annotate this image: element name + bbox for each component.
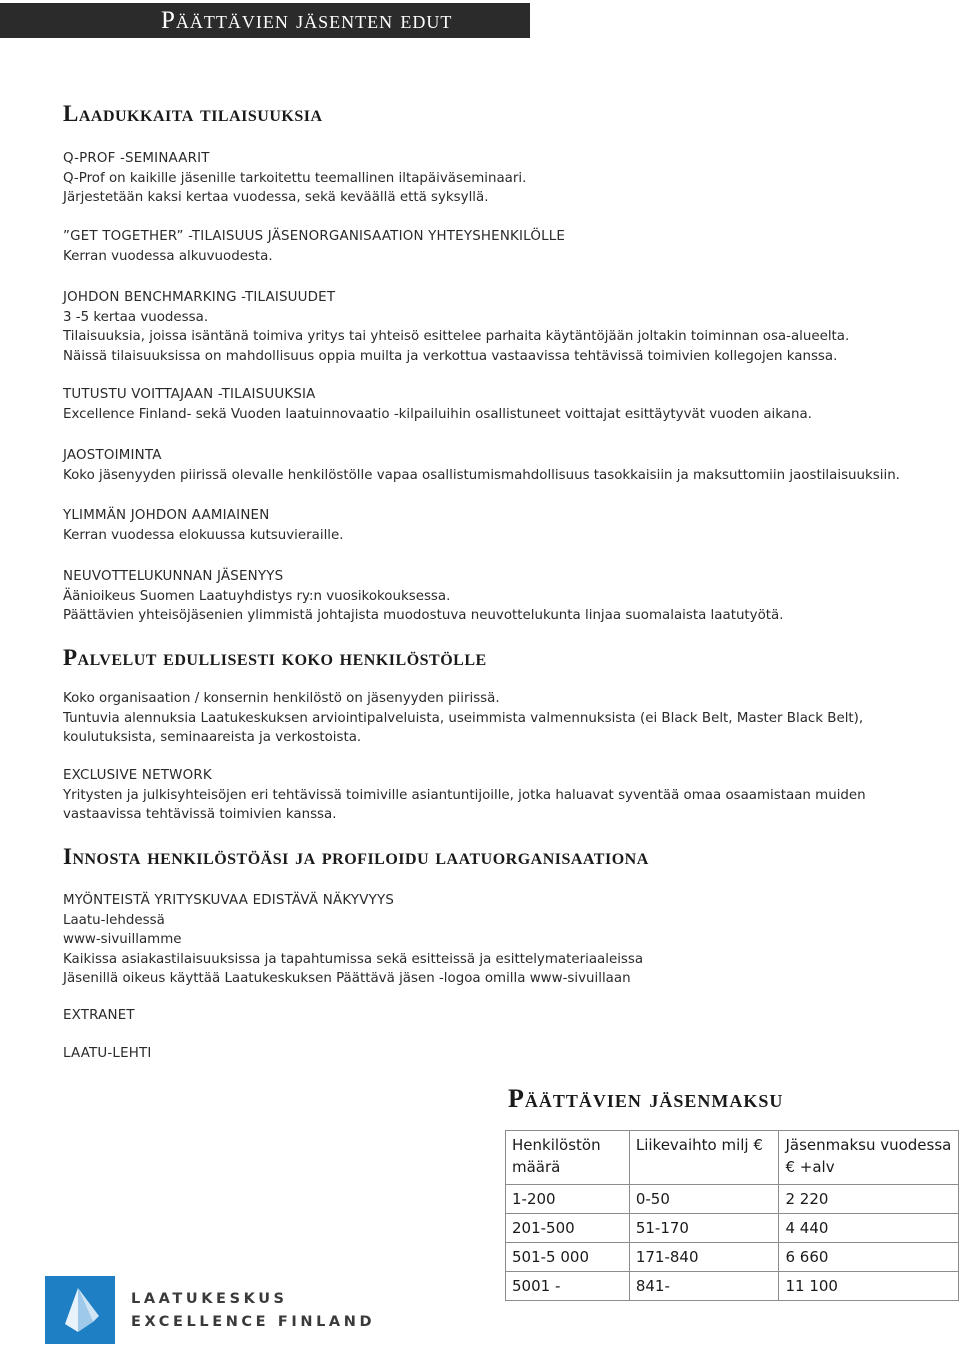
block-exclusive-network [63,766,943,825]
section-heading-services: Palvelut edullisesti koko henkilöstölle [63,645,487,670]
block-line: www-sivuillamme [63,932,182,947]
fee-cell: 1-200 [506,1185,630,1214]
block-qprof [63,149,943,208]
block-line: Yritysten ja julkisyhteisöjen eri tehtävissä toimiville asiantuntijoille, jotka haluavat syventää omaa osaamistaan muiden [63,787,866,803]
block-title: EXTRANET [63,1008,135,1023]
block-jaostoiminta [63,446,943,485]
fee-cell: 841- [629,1272,779,1301]
fee-table-header-row [506,1131,959,1185]
block-benchmarking [63,288,943,366]
block-line: Koko organisaation / konsernin henkilöstö on jäsenyyden piirissä. [63,691,500,706]
fee-cell: 2 220 [779,1185,959,1214]
fee-header-cell: Jäsenmaksu vuodessa € +alv [779,1131,959,1185]
block-line: Päättävien yhteisöjäsenien ylimmistä johtajista muodostuva neuvottelukunta linjaa suomalaista laatutyötä. [63,608,784,623]
block-title: ”GET TOGETHER” -TILAISUUS JÄSENORGANISAATION YHTEYSHENKILÖLLE [63,229,566,244]
logo-line2: EXCELLENCE FINLAND [131,1314,376,1330]
block-aamiainen [63,506,943,545]
block-line: Tuntuvia alennuksia Laatukeskuksen arviointipalveluista, useimmista valmennuksista (ei Black Belt, Master Black Belt), [63,710,864,726]
block-line: Kaikissa asiakastilaisuuksissa ja tapahtumissa sekä esitteissä ja esittelymateriaaleissa [63,951,644,967]
fee-cell: 4 440 [779,1214,959,1243]
block-visibility [63,891,943,989]
section-heading-events: Laadukkaita tilaisuuksia [63,101,323,126]
table-row [506,1243,959,1272]
block-title: YLIMMÄN JOHDON AAMIAINEN [63,508,270,523]
block-line: koulutuksista, seminaareista ja verkostoista. [63,730,362,745]
block-services-intro [63,689,943,748]
fee-cell: 501-5 000 [506,1243,630,1272]
block-line: Äänioikeus Suomen Laatuyhdistys ry:n vuosikokouksessa. [63,588,451,604]
block-title: Q-PROF -SEMINAARIT [63,151,210,166]
block-line: Q-Prof on kaikille jäsenille tarkoitettu teemallinen iltapäiväseminaari. [63,170,527,186]
fee-cell: 201-500 [506,1214,630,1243]
block-line: Laatu-lehdessä [63,912,165,928]
laatukeskus-logo-icon [45,1276,115,1344]
section-heading-profile: Innosta henkilöstöäsi ja profiloidu laatuorganisaationa [63,844,649,869]
block-line: Järjestetään kaksi kertaa vuodessa, sekä keväällä että syksyllä. [63,190,489,205]
logo-line1: LAATUKESKUS [131,1291,288,1307]
table-row [506,1272,959,1301]
fee-table-title: Päättävien jäsenmaksu [508,1084,784,1113]
block-title: JOHDON BENCHMARKING -TILAISUUDET [63,290,336,305]
block-title: MYÖNTEISTÄ YRITYSKUVAA EDISTÄVÄ NÄKYVYYS [63,893,395,908]
fee-cell: 0-50 [629,1185,779,1214]
block-line: 3 -5 kertaa vuodessa. [63,309,209,325]
block-line: Kerran vuodessa alkuvuodesta. [63,248,273,264]
block-line: Koko jäsenyyden piirissä olevalle henkilöstölle vapaa osallistumismahdollisuus tasokkaisiin ja maksuttomiin jaostilaisuuksiin. [63,467,900,483]
block-line: Excellence Finland- sekä Vuoden laatuinnovaatio -kilpailuihin osallistuneet voittajat esittäytyvät vuoden aikana. [63,406,812,422]
fee-table [505,1130,959,1301]
table-row [506,1185,959,1214]
block-title: JAOSTOIMINTA [63,448,162,463]
fee-cell: 51-170 [629,1214,779,1243]
block-title: EXCLUSIVE NETWORK [63,768,212,783]
fee-header-cell: Liikevaihto milj € [629,1131,779,1185]
block-title: LAATU-LEHTI [63,1046,152,1061]
table-row [506,1214,959,1243]
fee-cell: 171-840 [629,1243,779,1272]
logo-wordmark [131,1288,375,1334]
fee-cell: 11 100 [779,1272,959,1301]
fee-cell: 6 660 [779,1243,959,1272]
block-extranet [63,1006,943,1026]
block-title: NEUVOTTELUKUNNAN JÄSENYYS [63,569,284,584]
block-neuvottelukunta [63,567,943,626]
fee-header-cell: Henkilöstön määrä [506,1131,630,1185]
block-get-together [63,227,943,266]
block-title: TUTUSTU VOITTAJAAN -TILAISUUKSIA [63,387,316,402]
block-line: Jäsenillä oikeus käyttää Laatukeskuksen Päättävä jäsen -logoa omilla www-sivuillaan [63,971,631,986]
page-banner: Päättävien jäsenten edut [0,3,530,38]
block-tutustu [63,385,943,424]
fee-cell: 5001 - [506,1272,630,1301]
block-line: Näissä tilaisuuksissa on mahdollisuus oppia muilta ja verkottua vastaavissa tehtävissä toimivien kollegojen kanssa. [63,348,838,364]
block-line: Tilaisuuksia, joissa isäntänä toimiva yritys tai yhteisö esittelee parhaita käytäntöjään joltakin toiminnan osa-alueelta. [63,329,850,344]
block-line: vastaavissa tehtävissä toimivien kanssa. [63,807,337,822]
block-line: Kerran vuodessa elokuussa kutsuvieraille. [63,527,344,543]
block-laatu-lehti [63,1044,943,1064]
